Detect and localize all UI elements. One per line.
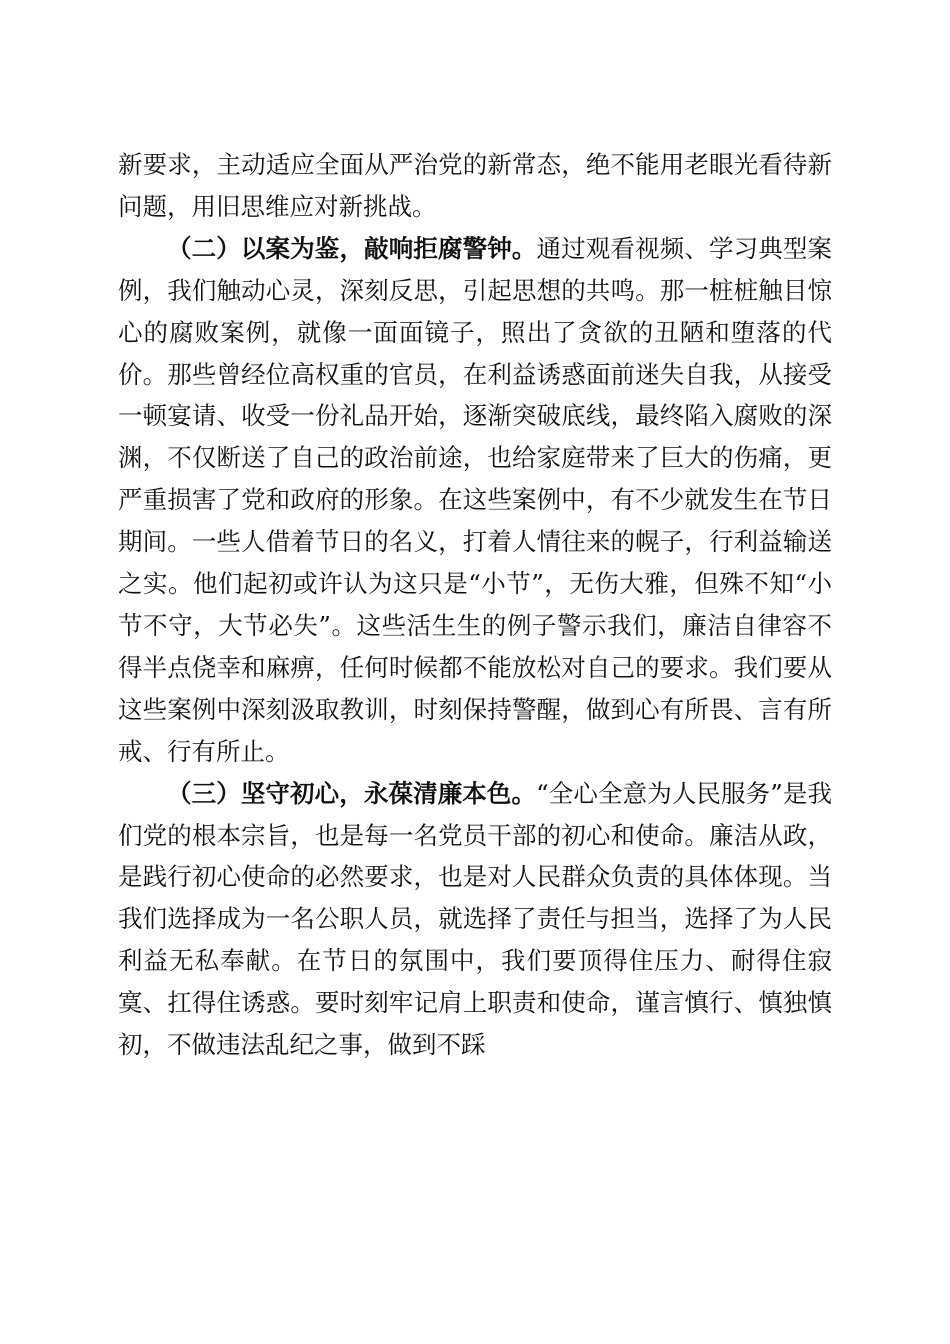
document-page [118,144,832,1066]
paragraph-continuation [118,144,832,228]
section-heading: （二）以案为鉴，敲响拒腐警钟。 [167,233,537,263]
paragraph-text: 新要求，主动适应全面从严治党的新常态，绝不能用老眼光看待新问题，用旧思维应对新挑战。 [118,150,832,221]
paragraph-section-2 [118,228,832,773]
paragraph-text: “全心全意为人民服务”是我们党的根本宗旨，也是每一名党员干部的初心和使命。廉洁从政，是践行初心使命的必然要求，也是对人民群众负责的具体体现。当我们选择成为一名公职人员，就选择了责任与担当，选择了为人民利益无私奉献。在节日的氛围中，我们要顶得住压力、耐得住寂寞、扛得住诱惑。要时刻牢记肩上职责和使命，谨言慎行、慎独慎初，不做违法乱纪之事，做到不踩 [118,778,832,1060]
section-heading: （三）坚守初心，永葆清廉本色。 [167,778,537,808]
paragraph-text: 通过观看视频、学习典型案例，我们触动心灵，深刻反思，引起思想的共鸣。那一桩桩触目惊心的腐败案例，就像一面面镜子，照出了贪欲的丑陋和堕落的代价。那些曾经位高权重的官员，在利益诱惑面前迷失自我，从接受一顿宴请、收受一份礼品开始，逐渐突破底线，最终陷入腐败的深渊，不仅断送了自己的政治前途，也给家庭带来了巨大的伤痛，更严重损害了党和政府的形象。在这些案例中，有不少就发生在节日期间。一些人借着节日的名义，打着人情往来的幌子，行利益输送之实。他们起初或许认为这只是“小节”，无伤大雅，但殊不知“小节不守，大节必失”。这些活生生的例子警示我们，廉洁自律容不得半点侥幸和麻痹，任何时候都不能放松对自己的要求。我们要从这些案例中深刻汲取教训，时刻保持警醒，做到心有所畏、言有所戒、行有所止。 [118,233,833,766]
paragraph-section-3 [118,773,832,1066]
